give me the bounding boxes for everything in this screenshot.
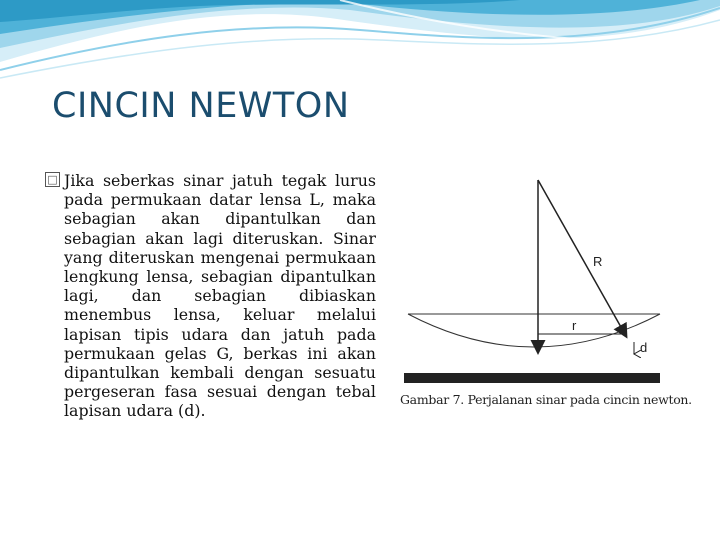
header-wave-decoration — [0, 0, 720, 90]
glass-plate — [404, 373, 660, 383]
newton-rings-diagram — [398, 168, 692, 413]
slide-title: CINCIN NEWTON — [52, 86, 350, 126]
bullet-marker: □ — [45, 172, 60, 187]
label-r: r — [572, 318, 577, 333]
label-d: d — [640, 340, 648, 355]
body-paragraph: Jika seberkas sinar jatuh tegak lurus pada permukaan datar lensa L, maka sebagian akan dipantulkan dan sebagian akan lagi diteruskan. Sinar yang diteruskan mengenai permukaan lengkung lensa, sebagian dipantulkan lagi, dan sebagian dibiaskan menembus lensa, keluar melalui lapisan tipis udara dan jatuh pada permukaan gelas G, berkas ini akan dipantulkan kembali dengan sesuatu pergeseran fasa sesuai dengan tebal lapisan udara (d). — [64, 171, 376, 421]
figure-caption: Gambar 7. Perjalanan sinar pada cincin newton. — [400, 392, 692, 407]
newton-rings-figure — [398, 168, 692, 413]
label-R: R — [593, 254, 603, 269]
radius-line — [538, 180, 626, 336]
